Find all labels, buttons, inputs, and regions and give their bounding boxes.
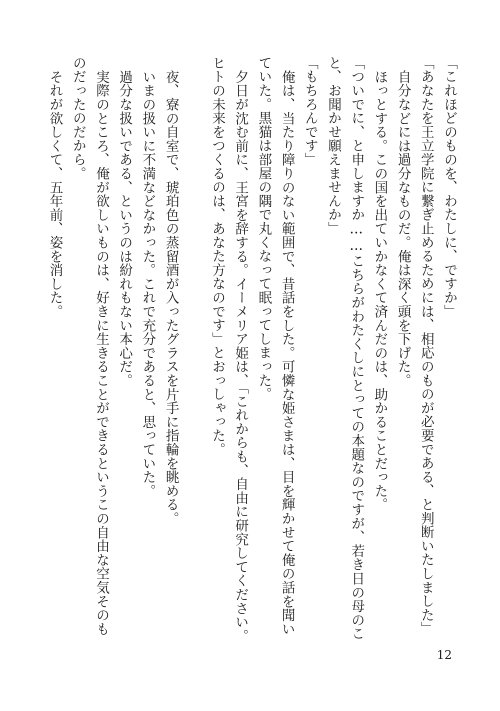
dialogue-line: 「これほどのものを、わたしに、ですか」 (441, 56, 457, 319)
narration-paragraph: ほっとする。この国を出ていかなくて済んだのは、助かることだった。 (371, 69, 388, 512)
page-number: 12 (436, 648, 452, 662)
dialogue-line: 「ついでに、と申しますか……こちらがわたくしにとっての本題なのですが、若き日の母のこと、お聞かせ願えませんか」 (324, 56, 365, 641)
narration-paragraph: 過分な扱いである、というのは紛れもない本心だ。 (116, 69, 133, 387)
narration-paragraph: 実際のところ、俺が欲しいものは、好きに生きることができるというこの自由な空気そのものだったのだから。 (69, 56, 109, 636)
narration-paragraph: 自分などには過分なものだ。俺は深く頭を下げた。 (394, 69, 411, 387)
narration-paragraph: 夜、寮の自室で、琥珀色の蒸留酒が入ったグラスを片手に指輪を眺める。 (162, 69, 179, 525)
dialogue-line: 「あなたを王立学院に繋ぎ止めるためには、相応のものが必要である、と判断いたしました」 (417, 56, 434, 636)
narration-paragraph: いまの扱いに不満などなかった。これで充分であると、思っていた。 (139, 69, 156, 498)
narration-paragraph: 俺は、当たり障りのない範囲で、昔話をした。可憐な姫さまは、目を輝かせて俺の話を聞いていた。黒猫は部屋の隅で丸くなって眠ってしまった。 (255, 56, 295, 636)
section-break (182, 56, 205, 646)
dialogue-line: 「もちろんです」 (301, 56, 318, 167)
narration-paragraph: それが欲しくて、五年前、姿を消した。 (46, 69, 63, 318)
vertical-text-body (42, 56, 460, 646)
narration-paragraph: 夕日が沈む前に、王宮を辞する。イーメリア姫は、「これからも、自由に研究してください。ヒトの未来をつくるのは、あなた方なのです」とおっしゃった。 (208, 56, 249, 643)
